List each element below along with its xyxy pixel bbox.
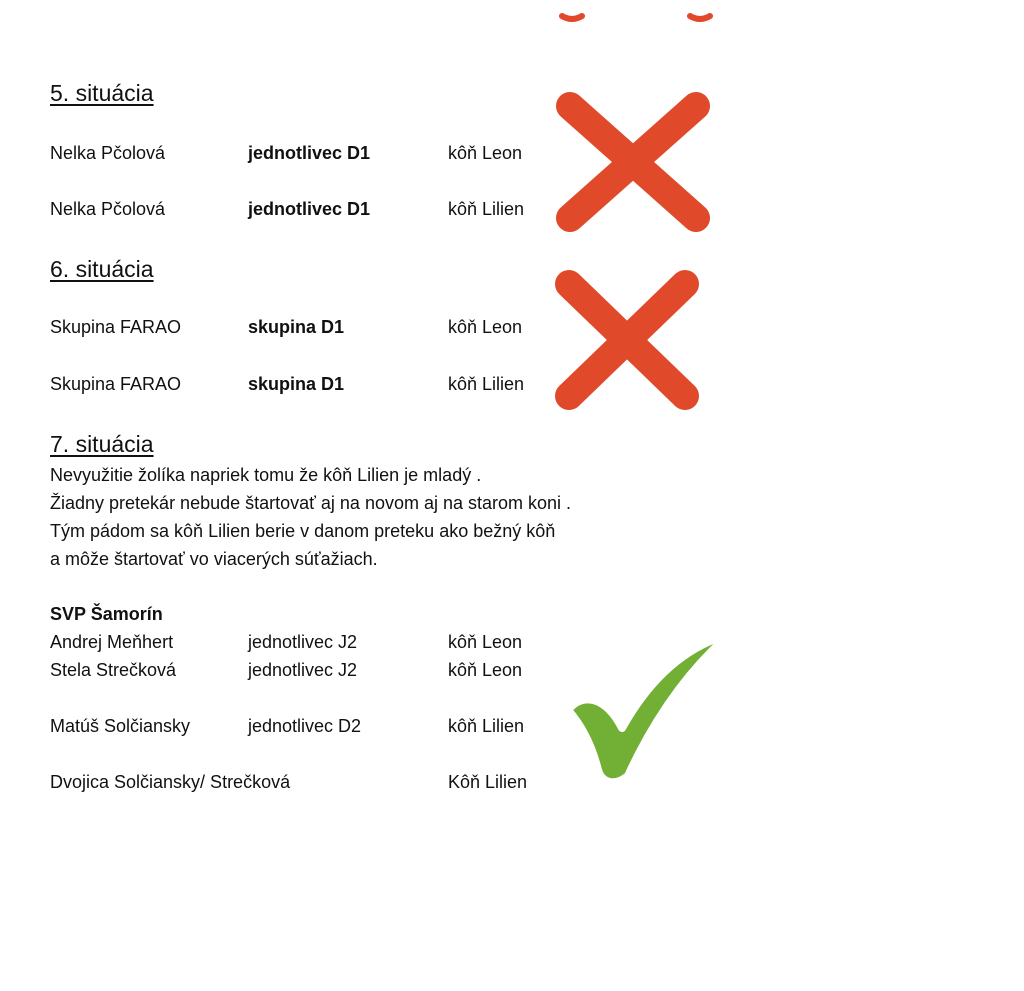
cross-icon (548, 86, 718, 238)
paragraph-line: a môže štartovať vo viacerých súťažiach. (50, 549, 378, 569)
section-5-title: 5. situácia (50, 80, 154, 106)
s7-row1-horse: kôň Leon (448, 632, 523, 652)
s7-row2-name: Stela Strečková (50, 660, 177, 680)
s7-row4-horse: Kôň Lilien (448, 772, 528, 792)
checkmark-icon (558, 624, 740, 788)
paragraph-line: Tým pádom sa kôň Lilien berie v danom preteku ako bežný kôň (50, 521, 556, 541)
s7-row3-horse: kôň Lilien (448, 716, 525, 736)
s5-row1-category: jednotlivec D1 (248, 143, 371, 163)
s5-row2-category: jednotlivec D1 (248, 199, 371, 219)
s5-row1-horse: kôň Leon (448, 143, 523, 163)
paragraph-line: Žiadny pretekár nebude štartovať aj na novom aj na starom koni . (50, 493, 572, 513)
s7-row2-category: jednotlivec J2 (248, 660, 358, 680)
cross-icon (545, 262, 710, 417)
s7-row3-name: Matúš Solčiansky (50, 716, 191, 736)
club-name: SVP Šamorín (50, 604, 163, 624)
s6-row2-horse: kôň Lilien (448, 374, 525, 394)
s7-row4-name: Dvojica Solčiansky/ Strečková (50, 772, 291, 792)
s5-row2-horse: kôň Lilien (448, 199, 525, 219)
cross-icon-partial (540, 0, 740, 24)
section-6-title: 6. situácia (50, 256, 154, 282)
s6-row1-category: skupina D1 (248, 317, 345, 337)
s5-row2-name: Nelka Pčolová (50, 199, 166, 219)
s7-row1-name: Andrej Meňhert (50, 632, 174, 652)
section-7-paragraph (50, 461, 571, 573)
s6-row1-horse: kôň Leon (448, 317, 523, 337)
s6-row2-category: skupina D1 (248, 374, 345, 394)
s7-row2-horse: kôň Leon (448, 660, 523, 680)
s7-row1-category: jednotlivec J2 (248, 632, 358, 652)
s6-row1-name: Skupina FARAO (50, 317, 182, 337)
paragraph-line: Nevyužitie žolíka napriek tomu že kôň Lilien je mladý . (50, 465, 482, 485)
s7-row3-category: jednotlivec D2 (248, 716, 362, 736)
s6-row2-name: Skupina FARAO (50, 374, 182, 394)
section-7-title: 7. situácia (50, 431, 154, 457)
s5-row1-name: Nelka Pčolová (50, 143, 166, 163)
